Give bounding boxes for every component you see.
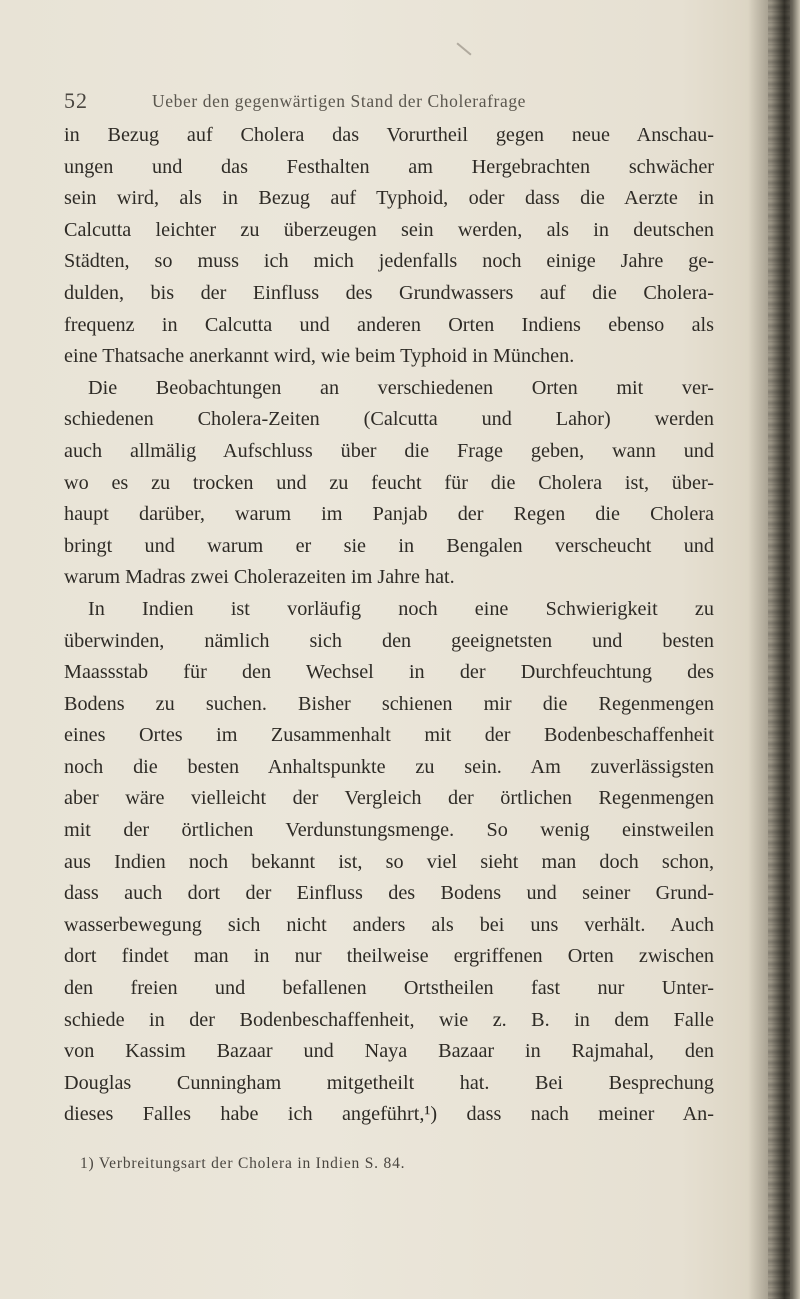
body-text xyxy=(64,120,714,1131)
text-line: bringt und warum er sie in Bengalen verscheucht und xyxy=(64,534,714,557)
text-line: aber wäre vielleicht der Vergleich der örtlichen Regenmengen xyxy=(64,787,714,810)
paragraph-start-line: In Indien ist vorläufig noch eine Schwierigkeit zu xyxy=(88,597,714,620)
stray-mark xyxy=(456,42,471,55)
text-line: Maassstab für den Wechsel in der Durchfeuchtung des xyxy=(64,661,714,684)
text-line: wo es zu trocken und zu feucht für die Cholera ist, über- xyxy=(64,471,714,494)
text-line: schiedenen Cholera-Zeiten (Calcutta und Lahor) werden xyxy=(64,408,714,431)
text-line: in Bezug auf Cholera das Vorurtheil gegen neue Anschau- xyxy=(64,124,714,146)
footnote: 1) Verbreitungsart der Cholera in Indien S. 84. xyxy=(80,1155,406,1172)
text-line: Douglas Cunningham mitgetheilt hat. Bei Besprechung xyxy=(64,1071,714,1094)
text-line: dass auch dort der Einfluss des Bodens und seiner Grund- xyxy=(64,882,714,905)
text-line: haupt darüber, warum im Panjab der Regen die Cholera xyxy=(64,503,714,526)
page-header xyxy=(64,88,714,114)
text-line: dulden, bis der Einfluss des Grundwassers auf die Cholera- xyxy=(64,281,714,304)
text-line: warum Madras zwei Cholerazeiten im Jahre hat. xyxy=(64,566,455,589)
text-line: ungen und das Festhalten am Hergebrachten schwächer xyxy=(64,155,714,178)
text-line: mit der örtlichen Verdunstungsmenge. So wenig einstweilen xyxy=(64,819,714,842)
text-line: schiede in der Bodenbeschaffenheit, wie z. B. in dem Falle xyxy=(64,1008,714,1031)
text-line: aus Indien noch bekannt ist, so viel sieht man doch schon, xyxy=(64,850,714,873)
text-line: dieses Falles habe ich angeführt,¹) dass nach meiner An- xyxy=(64,1103,714,1126)
text-line: Städten, so muss ich mich jedenfalls noch einige Jahre ge- xyxy=(64,250,714,273)
text-line: noch die besten Anhaltspunkte zu sein. Am zuverlässigsten xyxy=(64,755,714,778)
text-line: überwinden, nämlich sich den geeignetsten und besten xyxy=(64,629,714,652)
paragraph-start-line: Die Beobachtungen an verschiedenen Orten mit ver- xyxy=(88,376,714,399)
text-line: von Kassim Bazaar und Naya Bazaar in Rajmahal, den xyxy=(64,1040,714,1063)
text-line: den freien und befallenen Ortstheilen fast nur Unter- xyxy=(64,977,714,1000)
text-line: wasserbewegung sich nicht anders als bei uns verhält. Auch xyxy=(64,913,714,936)
text-line: frequenz in Calcutta und anderen Orten Indiens ebenso als xyxy=(64,313,714,336)
text-line: dort findet man in nur theilweise ergriffenen Orten zwischen xyxy=(64,945,714,968)
text-line: Bodens zu suchen. Bisher schienen mir die Regenmengen xyxy=(64,692,714,715)
page-number: 52 xyxy=(64,88,88,113)
text-line: auch allmälig Aufschluss über die Frage geben, wann und xyxy=(64,439,714,462)
running-title: Ueber den gegenwärtigen Stand der Cholerafrage xyxy=(152,91,527,111)
text-line: eines Ortes im Zusammenhalt mit der Bodenbeschaffenheit xyxy=(64,724,714,747)
binding-edge-texture xyxy=(768,0,790,1299)
text-line: Calcutta leichter zu überzeugen sein werden, als in deutschen xyxy=(64,218,714,241)
text-line: eine Thatsache anerkannt wird, wie beim Typhoid in München. xyxy=(64,345,575,368)
text-line: sein wird, als in Bezug auf Typhoid, oder dass die Aerzte in xyxy=(64,187,714,210)
